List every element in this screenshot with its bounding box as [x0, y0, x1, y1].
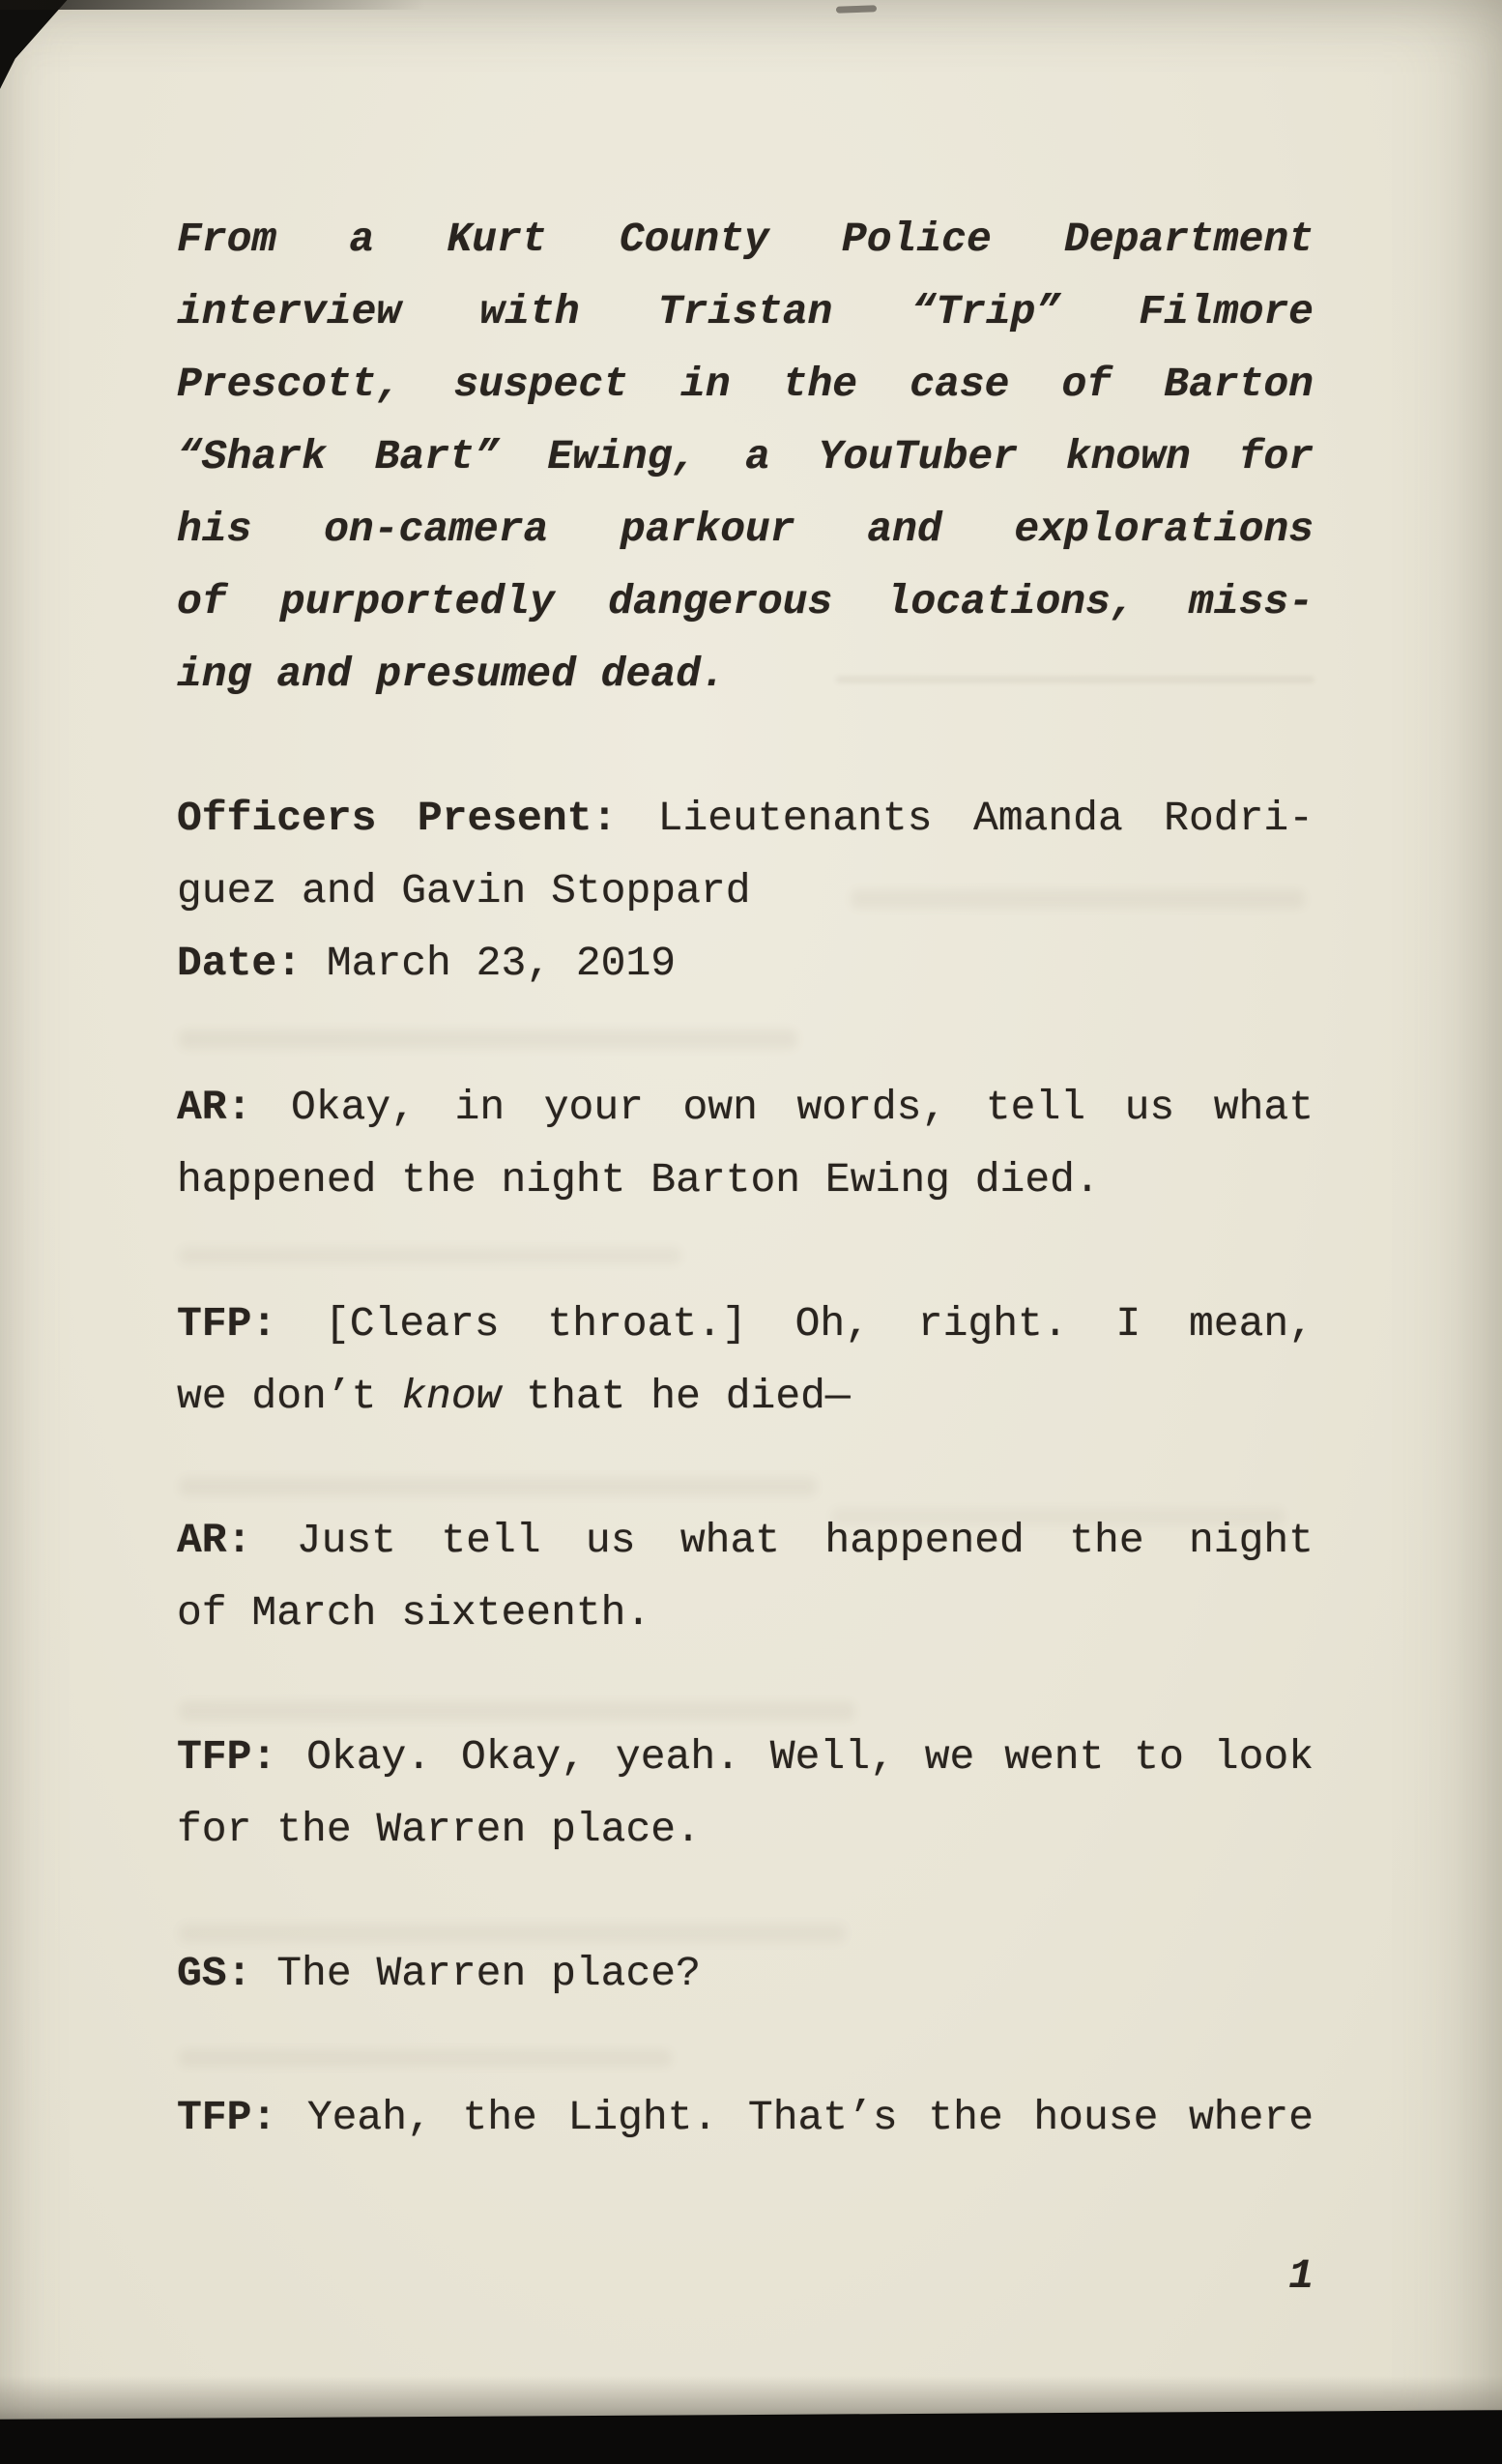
- speaker-label: TFP:: [177, 1300, 277, 1348]
- text-segment: Lieutenants Amanda Rodri-: [617, 795, 1314, 842]
- scan-edge-smudge: [0, 0, 425, 10]
- text-segment: ing and presumed dead.: [177, 651, 726, 698]
- intro-paragraph: [177, 203, 1314, 710]
- dialogue-gs-1: [177, 1937, 1314, 2010]
- speaker-label: AR:: [177, 1517, 252, 1564]
- text-segment: happened the night Barton Ewing died.: [177, 1156, 1100, 1203]
- page-content: [177, 203, 1314, 2225]
- text-line: [177, 275, 1314, 348]
- text-segment: The Warren place?: [251, 1950, 701, 1997]
- text-segment: March 23, 2019: [302, 940, 677, 987]
- page-number: 1: [1288, 2252, 1314, 2300]
- text-segment: From a Kurt County Police Department: [177, 216, 1314, 263]
- emphasis-text: know: [401, 1373, 502, 1420]
- dialogue-tfp-1: [177, 1288, 1314, 1433]
- scanner-background-bar: [0, 2410, 1502, 2464]
- text-segment: that he died—: [501, 1373, 851, 1420]
- text-segment: Just tell us what happened the night: [251, 1517, 1314, 1564]
- text-line: [177, 855, 1314, 927]
- text-line: [177, 1721, 1314, 1793]
- scan-corner-mark: [0, 0, 108, 89]
- speaker-label: AR:: [177, 1084, 252, 1131]
- text-segment: [Clears throat.] Oh, right. I mean,: [276, 1300, 1314, 1348]
- speaker-label: TFP:: [177, 2094, 277, 2141]
- text-line: [177, 1504, 1314, 1577]
- text-segment: of purportedly dangerous locations, miss-: [177, 578, 1314, 625]
- text-line: [177, 203, 1314, 275]
- dialogue-tfp-2: [177, 1721, 1314, 1866]
- text-segment: “Shark Bart” Ewing, a YouTuber known for: [177, 433, 1314, 480]
- text-segment: for the Warren place.: [177, 1806, 701, 1853]
- text-line: [177, 1577, 1314, 1649]
- text-line: [177, 1288, 1314, 1360]
- text-segment: Okay. Okay, yeah. Well, we went to look: [276, 1733, 1314, 1781]
- text-line: [177, 348, 1314, 420]
- text-segment: his on-camera parkour and explorations: [177, 506, 1314, 553]
- text-line: [177, 2081, 1314, 2154]
- speaker-label: Date:: [177, 940, 303, 987]
- text-segment: interview with Tristan “Trip” Filmore: [177, 288, 1314, 335]
- text-segment: Prescott, suspect in the case of Barton: [177, 361, 1314, 408]
- dialogue-ar-1: [177, 1071, 1314, 1216]
- speaker-label: Officers Present:: [177, 795, 618, 842]
- speaker-label: GS:: [177, 1950, 252, 1997]
- transcript-body: [177, 782, 1314, 2154]
- text-segment: Yeah, the Light. That’s the house where: [276, 2094, 1314, 2141]
- text-segment: of March sixteenth.: [177, 1589, 651, 1637]
- text-line: [177, 493, 1314, 565]
- text-line: [177, 1144, 1314, 1216]
- speaker-label: TFP:: [177, 1733, 277, 1781]
- text-segment: we don’t: [177, 1373, 402, 1420]
- officers-and-date: [177, 782, 1314, 1000]
- text-line: [177, 782, 1314, 855]
- text-line: [177, 1793, 1314, 1866]
- text-line: [177, 420, 1314, 493]
- text-line: [177, 565, 1314, 638]
- scan-top-dash: [836, 5, 877, 13]
- text-line: [177, 1071, 1314, 1144]
- text-segment: Okay, in your own words, tell us what: [251, 1084, 1314, 1131]
- text-line: [177, 638, 1314, 710]
- dialogue-ar-2: [177, 1504, 1314, 1649]
- dialogue-tfp-3: [177, 2081, 1314, 2154]
- text-line: [177, 927, 1314, 1000]
- text-segment: guez and Gavin Stoppard: [177, 867, 751, 914]
- text-line: [177, 1360, 1314, 1433]
- text-line: [177, 1937, 1314, 2010]
